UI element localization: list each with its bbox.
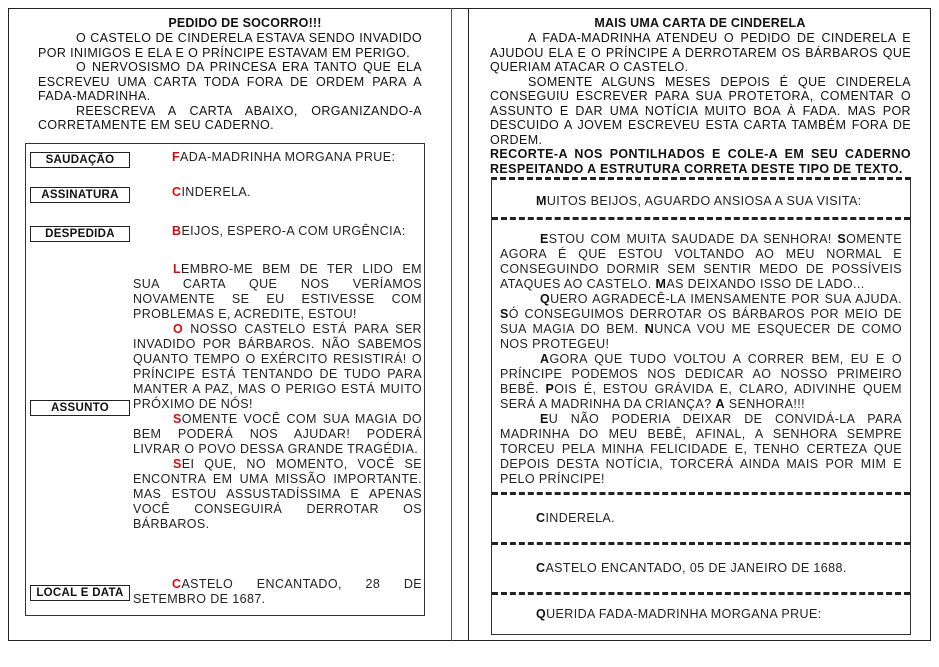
assunto-p1: LEMBRO-ME BEM DE TER LIDO EM SUA CARTA QUE NOS VERÍAMOS NOVAMENTE SE EU ESTIVESSE COM PROBLEMAS E, ACREDITE, ESTOU! — [133, 262, 422, 321]
letter-despedida-text: EIJOS, ESPERO-A COM URGÊNCIA: — [181, 224, 406, 238]
assunto-p3-text: OMENTE VOCÊ COM SUA MAGIA DO BEM PODERÁ NOS AJUDAR! PODERÁ LIVRAR O POVO DESSA GRANDE TRAGÉDIA. — [133, 412, 422, 456]
section-despedida-text — [536, 194, 896, 209]
cutout-box — [491, 177, 911, 635]
section-saudacao — [492, 595, 910, 635]
assunto-p3: SOMENTE VOCÊ COM SUA MAGIA DO BEM PODERÁ NOS AJUDAR! PODERÁ LIVRAR O POVO DESSA GRANDE TRAGÉDIA. — [133, 412, 422, 456]
section-local-data-text: CASTELO ENCANTADO, 05 DE JANEIRO DE 1688. — [536, 561, 847, 575]
section-despedida — [492, 180, 910, 220]
label-local-data: LOCAL E DATA — [30, 585, 130, 601]
label-assinatura: ASSINATURA — [30, 187, 130, 203]
left-intro-p3: REESCREVA A CARTA ABAIXO, ORGANIZANDO-A CORRETAMENTE EM SEU CADERNO. — [38, 103, 422, 132]
letter-saudacao: FADA-MADRINHA MORGANA PRUE: — [172, 150, 396, 164]
label-despedida: DESPEDIDA — [30, 226, 130, 242]
section-assunto — [492, 220, 910, 495]
assunto-p2-text: NOSSO CASTELO ESTÁ PARA SER INVADIDO POR BÁRBAROS. NÃO SABEMOS QUANTO TEMPO O EXÉRCITO RESISTIRÁ! O PRÍNCIPE ESTÁ TENTANDO DE TUDO PARA MANTER A PAZ, MAS O PERIGO ESTÁ MUITO PRÓXIMO DE NÓS! — [133, 322, 422, 411]
left-intro-p2: O NERVOSISMO DA PRINCESA ERA TANTO QUE ELA ESCREVEU UMA CARTA TODA FORA DE ORDEM PARA A FADA-MADRINHA. — [38, 60, 422, 103]
section-saudacao-text: QUERIDA FADA-MADRINHA MORGANA PRUE: — [536, 607, 822, 621]
section-assunto-p2: QUERO AGRADECÊ-LA IMENSAMENTE POR SUA AJUDA. SÓ CONSEGUIMOS DERROTAR OS BÁRBAROS POR MEIO DE SUA MAGIA DO BEM. NUNCA VOU ME ESQUECER DE COMO NOS PROTEGEU! — [500, 292, 902, 351]
section-local-data — [492, 545, 910, 595]
assunto-p4: SEI QUE, NO MOMENTO, VOCÊ SE ENCONTRA EM UMA MISSÃO IMPORTANTE. MAS ESTOU ASSUSTADÍSSIMA E APENAS VOCÊ CONSEGUIRÁ DERROTAR OS BÁRBAROS. — [133, 457, 422, 531]
letter-saudacao-text: ADA-MADRINHA MORGANA PRUE: — [180, 150, 396, 164]
label-saudacao: SAUDAÇÃO — [30, 152, 130, 168]
section-assunto-p1: ESTOU COM MUITA SAUDADE DA SENHORA! SOMENTE AGORA É QUE ESTOU VOLTANDO AO MEU NORMAL E CONSEGUINDO DORMIR SEM SENTIR MEDO DE POSSÍVEIS ATAQUES AO CASTELO. MAS DEIXANDO ISSO DE LADO... — [500, 232, 902, 291]
letter-assinatura: CINDERELA. — [172, 185, 252, 199]
assunto-p4-text: EI QUE, NO MOMENTO, VOCÊ SE ENCONTRA EM UMA MISSÃO IMPORTANTE. MAS ESTOU ASSUSTADÍSSIMA E APENAS VOCÊ CONSEGUIRÁ DERROTAR OS BÁRBAROS. — [133, 457, 422, 531]
left-intro — [38, 31, 422, 133]
letter-assunto — [133, 262, 422, 532]
section-assinatura-text: CINDERELA. — [536, 511, 616, 525]
right-intro-p1: A FADA-MADRINHA ATENDEU O PEDIDO DE CINDERELA E AJUDOU ELA E O PRÍNCIPE A DERROTAREM OS BÁRBAROS QUE QUERIAM ATACAR O CASTELO. — [490, 31, 911, 74]
right-title: MAIS UMA CARTA DE CINDERELA — [594, 16, 806, 30]
left-title: PEDIDO DE SOCORRO!!! — [168, 16, 322, 30]
right-instruction: RECORTE-A NOS PONTILHADOS E COLE-A EM SEU CADERNO RESPEITANDO A ESTRUTURA CORRETA DESTE TIPO DE TEXTO. — [490, 147, 911, 176]
column-divider — [468, 8, 469, 641]
letter-despedida: BEIJOS, ESPERO-A COM URGÊNCIA: — [172, 224, 406, 238]
letter-assinatura-text: INDERELA. — [181, 185, 252, 199]
right-intro-p2: SOMENTE ALGUNS MESES DEPOIS É QUE CINDERELA CONSEGUIU ESCREVER PARA SUA PROTETORA, COMENTAR O ASSUNTO E DAR UMA NOTÍCIA MUITO BOA À FADA. MAS POR DESCUIDO A JOVEM ESCREVEU ESTA CARTA TAMBÉM FORA DE ORDEM. — [490, 74, 911, 147]
section-assunto-p4: EU NÃO PODERIA DEIXAR DE CONVIDÁ-LA PARA MADRINHA DO MEU BEBÊ, AFINAL, A SENHORA SEMPRE TORCEU PELA MINHA FELICIDADE E, TENHO CERTEZA QUE DEPOIS DESTA NOTÍCIA, TORCERÁ AINDA MAIS POR MIM E PELO PRÍNCIPE! — [500, 412, 902, 486]
label-assunto: ASSUNTO — [30, 400, 130, 416]
right-intro — [490, 31, 911, 176]
left-intro-p1: O CASTELO DE CINDERELA ESTAVA SENDO INVADIDO POR INIMIGOS E ELA E O PRÍNCIPE ESTAVAM EM PERIGO. — [38, 31, 422, 60]
assunto-p2: O NOSSO CASTELO ESTÁ PARA SER INVADIDO POR BÁRBAROS. NÃO SABEMOS QUANTO TEMPO O EXÉRCITO RESISTIRÁ! O PRÍNCIPE ESTÁ TENTANDO DE TUDO PARA MANTER A PAZ, MAS O PERIGO ESTÁ MUITO PRÓXIMO DE NÓS! — [133, 322, 422, 411]
column-divider-inner — [451, 8, 452, 641]
section-assinatura — [492, 495, 910, 545]
section-despedida-content: MUITOS BEIJOS, AGUARDO ANSIOSA A SUA VISITA: — [536, 194, 862, 208]
section-assunto-p3: AGORA QUE TUDO VOLTOU A CORRER BEM, EU E O PRÍNCIPE PODEMOS NOS DEDICAR AO NOSSO PRIMEIRO BEBÊ. POIS É, ESTOU GRÁVIDA E, CLARO, ADIVINHE QUEM SERÁ A MADRINHA DA CRIANÇA? A SENHORA!!! — [500, 352, 902, 411]
section-assunto-text — [500, 232, 902, 487]
letter-local-data: CASTELO ENCANTADO, 28 DE SETEMBRO DE 1687. — [133, 577, 422, 606]
assunto-p1-text: EMBRO-ME BEM DE TER LIDO EM SUA CARTA QUE NOS VERÍAMOS NOVAMENTE SE EU ESTIVESSE COM PROBLEMAS E, ACREDITE, ESTOU! — [133, 262, 422, 321]
letter-local-data-text: ASTELO ENCANTADO, 28 DE SETEMBRO DE 1687. — [133, 577, 422, 606]
